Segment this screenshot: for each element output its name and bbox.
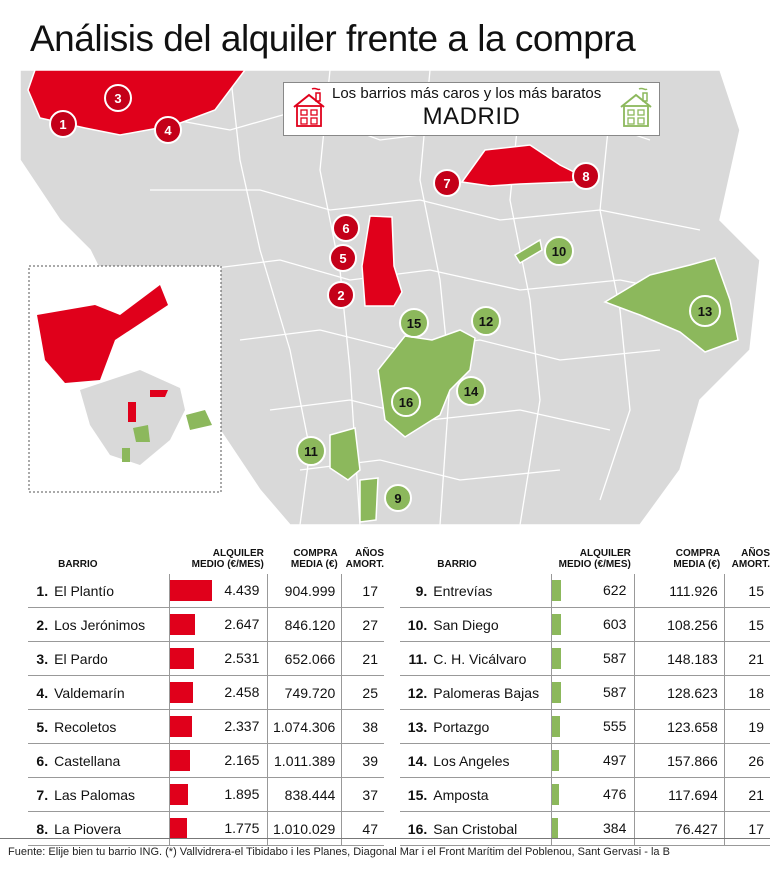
marker-3	[105, 85, 131, 111]
svg-text:16: 16	[398, 395, 414, 410]
buy-cell: 123.658	[635, 710, 724, 744]
marker-14	[457, 377, 485, 405]
barrio-cell: Amposta	[433, 778, 551, 812]
svg-text:10: 10	[551, 244, 567, 259]
barrio-cell: Valdemarín	[54, 676, 169, 710]
header-rent: ALQUILER MEDIO (€/MES)	[558, 548, 631, 570]
rent-cell	[552, 608, 635, 642]
rent-value: 1.775	[224, 820, 260, 836]
header-buy: COMPRA MEDIA (€)	[290, 548, 338, 570]
rent-cell	[552, 676, 635, 710]
rent-cell	[169, 574, 268, 608]
svg-text:14: 14	[463, 384, 479, 399]
buy-cell: 1.074.306	[268, 710, 342, 744]
buy-cell: 157.866	[635, 744, 724, 778]
rent-value: 4.439	[224, 582, 260, 598]
buy-cell: 749.720	[268, 676, 342, 710]
barrio-cell: El Pardo	[54, 642, 169, 676]
buy-cell: 1.010.029	[268, 812, 342, 846]
svg-text:9: 9	[394, 491, 402, 506]
footer-rule	[0, 838, 770, 839]
rent-value: 497	[603, 752, 627, 768]
header-buy: COMPRA MEDIA (€)	[673, 548, 721, 570]
marker-10	[545, 237, 573, 265]
barrio-cell: La Piovera	[54, 812, 169, 846]
barrio-cell: San Cristobal	[433, 812, 551, 846]
years-cell: 26	[724, 744, 770, 778]
rent-cell	[552, 710, 635, 744]
rent-value: 2.165	[224, 752, 260, 768]
table-expensive	[28, 538, 384, 846]
barrio-cell: San Diego	[433, 608, 551, 642]
rent-bar	[552, 818, 558, 839]
rent-value: 2.458	[224, 684, 260, 700]
table-row	[400, 710, 770, 744]
table-row	[28, 778, 384, 812]
rank-cell: 4.	[28, 676, 54, 710]
svg-text:12: 12	[478, 314, 494, 329]
rent-cell	[552, 778, 635, 812]
marker-1	[50, 111, 76, 137]
buy-cell: 652.066	[268, 642, 342, 676]
marker-12	[472, 307, 500, 335]
marker-16	[392, 388, 420, 416]
svg-text:5: 5	[339, 251, 347, 266]
rent-bar	[170, 716, 192, 737]
marker-6	[333, 215, 359, 241]
table-row	[400, 574, 770, 608]
years-cell: 25	[342, 676, 384, 710]
svg-text:11: 11	[304, 444, 318, 459]
rent-value: 2.647	[224, 616, 260, 632]
buy-cell: 838.444	[268, 778, 342, 812]
rank-cell: 11.	[400, 642, 433, 676]
rank-cell: 14.	[400, 744, 433, 778]
table-row	[28, 812, 384, 846]
table-row	[28, 710, 384, 744]
rent-bar	[170, 648, 194, 669]
header-rank	[400, 538, 433, 574]
rent-value: 603	[603, 616, 627, 632]
rent-value: 587	[603, 650, 627, 666]
buy-cell: 1.011.389	[268, 744, 342, 778]
marker-9	[385, 485, 411, 511]
rent-cell	[169, 812, 268, 846]
header-years: AÑOS AMORT.	[345, 548, 384, 570]
rent-cell	[169, 676, 268, 710]
rent-value: 622	[603, 582, 627, 598]
years-cell: 47	[342, 812, 384, 846]
header-rank	[28, 538, 54, 574]
inset-map	[29, 266, 221, 492]
rank-cell: 3.	[28, 642, 54, 676]
rank-cell: 10.	[400, 608, 433, 642]
years-cell: 18	[724, 676, 770, 710]
table-row	[400, 812, 770, 846]
legend-box	[283, 82, 660, 136]
marker-4	[155, 117, 181, 143]
svg-text:3: 3	[114, 91, 122, 106]
legend-subtitle: Los barrios más caros y los más baratos	[332, 85, 602, 102]
header-years: AÑOS AMORT.	[731, 548, 770, 570]
years-cell: 27	[342, 608, 384, 642]
years-cell: 19	[724, 710, 770, 744]
house-green-icon	[619, 87, 653, 129]
years-cell: 15	[724, 608, 770, 642]
svg-text:13: 13	[697, 304, 713, 319]
rent-bar	[170, 818, 187, 839]
rent-cell	[169, 608, 268, 642]
rent-bar	[170, 580, 212, 601]
years-cell: 17	[724, 812, 770, 846]
buy-cell: 111.926	[635, 574, 724, 608]
buy-cell: 148.183	[635, 642, 724, 676]
buy-cell: 76.427	[635, 812, 724, 846]
marker-2	[328, 282, 354, 308]
table-row	[28, 744, 384, 778]
years-cell: 37	[342, 778, 384, 812]
table-row	[400, 642, 770, 676]
rent-bar	[170, 614, 195, 635]
rank-cell: 5.	[28, 710, 54, 744]
rank-cell: 13.	[400, 710, 433, 744]
barrio-cell: Los Jerónimos	[54, 608, 169, 642]
rank-cell: 16.	[400, 812, 433, 846]
rent-bar	[552, 580, 561, 601]
rank-cell: 12.	[400, 676, 433, 710]
rent-bar	[552, 750, 559, 771]
rank-cell: 7.	[28, 778, 54, 812]
rent-cell	[552, 642, 635, 676]
rent-cell	[169, 744, 268, 778]
marker-13	[690, 296, 720, 326]
barrio-cell: Palomeras Bajas	[433, 676, 551, 710]
marker-11	[297, 437, 325, 465]
rent-bar	[170, 750, 190, 771]
footnote: Fuente: Elije bien tu barrio ING. (*) Vallvidrera-el Tibidabo i les Planes, Diagonal Mar i el Front Marítim del Poblenou, Sant Gervasi - la B	[8, 846, 670, 858]
buy-cell: 108.256	[635, 608, 724, 642]
svg-text:2: 2	[337, 288, 345, 303]
rent-bar	[170, 784, 188, 805]
rent-cell	[169, 642, 268, 676]
rank-cell: 8.	[28, 812, 54, 846]
buy-cell: 904.999	[268, 574, 342, 608]
table-row	[28, 574, 384, 608]
barrio-cell: El Plantío	[54, 574, 169, 608]
years-cell: 21	[342, 642, 384, 676]
rent-bar	[552, 716, 560, 737]
header-rent: ALQUILER MEDIO (€/MES)	[191, 548, 264, 570]
table-row	[400, 744, 770, 778]
svg-text:1: 1	[59, 117, 67, 132]
rank-cell: 2.	[28, 608, 54, 642]
years-cell: 15	[724, 574, 770, 608]
years-cell: 38	[342, 710, 384, 744]
buy-cell: 846.120	[268, 608, 342, 642]
rent-value: 476	[603, 786, 627, 802]
years-cell: 17	[342, 574, 384, 608]
table-row	[400, 676, 770, 710]
rent-bar	[552, 682, 560, 703]
rent-value: 555	[603, 718, 627, 734]
rent-value: 2.531	[224, 650, 260, 666]
madrid-district-map	[0, 70, 770, 525]
years-cell: 21	[724, 642, 770, 676]
rent-cell	[552, 744, 635, 778]
rent-value: 587	[603, 684, 627, 700]
rent-bar	[552, 784, 559, 805]
years-cell: 21	[724, 778, 770, 812]
table-row	[400, 778, 770, 812]
rent-value: 384	[603, 820, 627, 836]
barrio-cell: Los Angeles	[433, 744, 551, 778]
svg-text:8: 8	[582, 169, 590, 184]
marker-15	[400, 309, 428, 337]
table-row	[28, 608, 384, 642]
svg-text:4: 4	[164, 123, 172, 138]
marker-5	[330, 245, 356, 271]
barrio-cell: Castellana	[54, 744, 169, 778]
table-row	[28, 642, 384, 676]
header-barrio: BARRIO	[437, 559, 477, 570]
buy-cell: 117.694	[635, 778, 724, 812]
table-cheap	[400, 538, 770, 846]
rent-value: 2.337	[224, 718, 260, 734]
svg-text:7: 7	[443, 176, 451, 191]
legend-city: MADRID	[422, 103, 521, 130]
svg-text:15: 15	[406, 316, 422, 331]
rent-cell	[552, 574, 635, 608]
rent-bar	[170, 682, 193, 703]
barrio-cell: C. H. Vicálvaro	[433, 642, 551, 676]
barrio-cell: Entrevías	[433, 574, 551, 608]
page-title: Análisis del alquiler frente a la compra	[30, 18, 636, 59]
table-row	[28, 676, 384, 710]
barrio-cell: Portazgo	[433, 710, 551, 744]
marker-7	[434, 170, 460, 196]
header-barrio: BARRIO	[58, 559, 98, 570]
table-row	[400, 608, 770, 642]
years-cell: 39	[342, 744, 384, 778]
rank-cell: 15.	[400, 778, 433, 812]
rent-cell	[169, 778, 268, 812]
svg-text:6: 6	[342, 221, 350, 236]
rent-cell	[169, 710, 268, 744]
barrio-cell: Las Palomas	[54, 778, 169, 812]
barrio-cell: Recoletos	[54, 710, 169, 744]
marker-8	[573, 163, 599, 189]
area-entrevias	[360, 478, 378, 522]
rent-bar	[552, 614, 561, 635]
rank-cell: 1.	[28, 574, 54, 608]
rent-bar	[552, 648, 560, 669]
rent-cell	[552, 812, 635, 846]
buy-cell: 128.623	[635, 676, 724, 710]
rank-cell: 9.	[400, 574, 433, 608]
rank-cell: 6.	[28, 744, 54, 778]
rent-value: 1.895	[224, 786, 260, 802]
